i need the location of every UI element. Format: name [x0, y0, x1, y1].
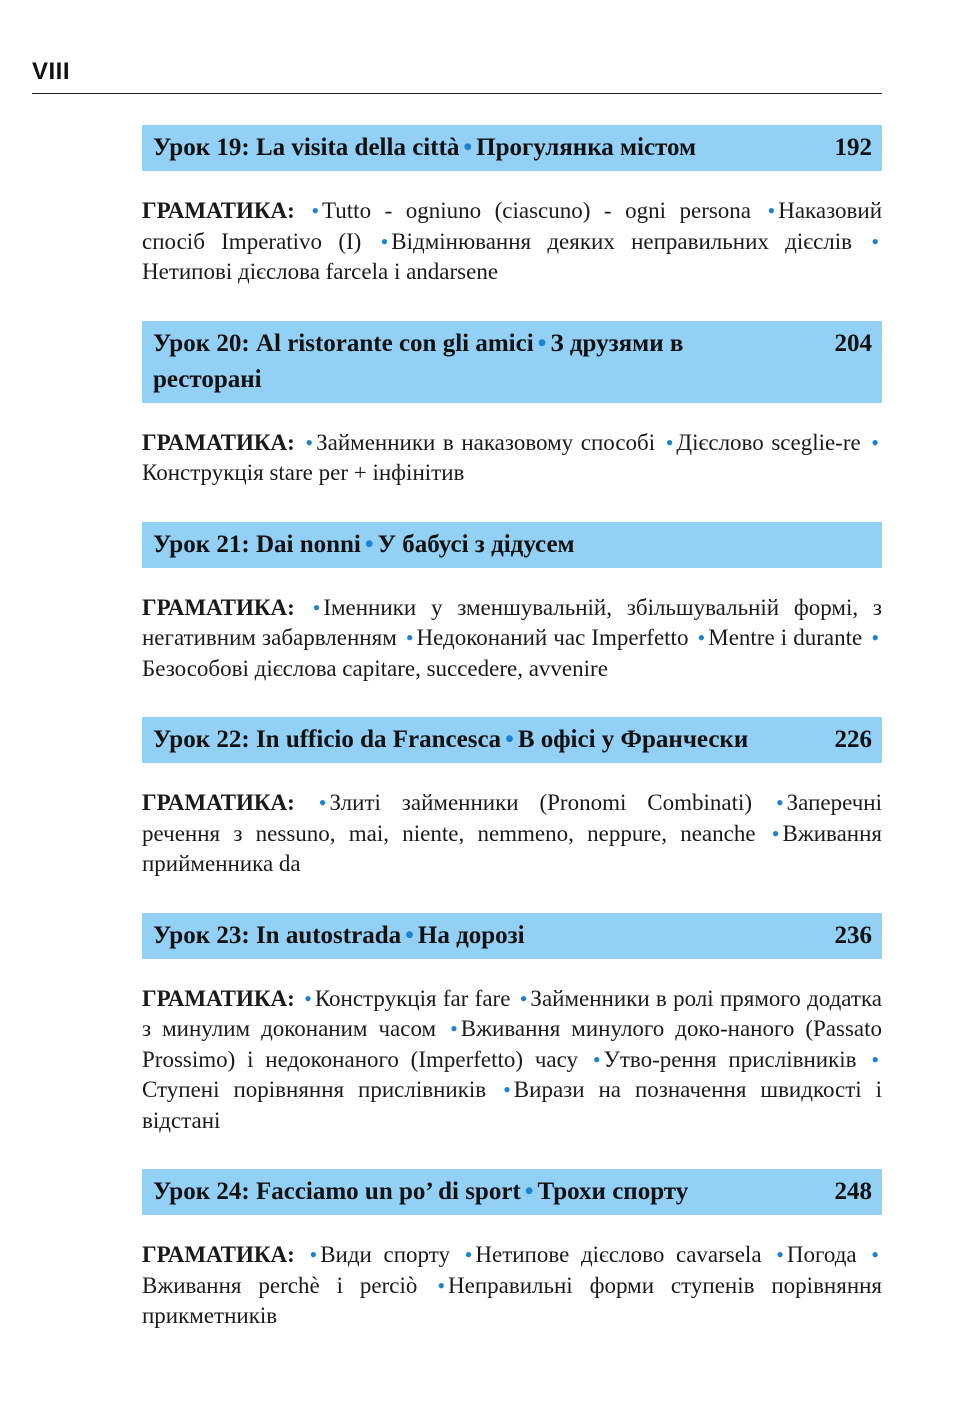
lesson-title — [153, 1174, 823, 1210]
grammar-label: ГРАМАТИКА: — [142, 198, 295, 223]
lesson-title-ukrainian: Прогулянка містом — [476, 134, 697, 161]
bullet-dot-icon: • — [776, 1242, 784, 1267]
lesson-title-ukrainian: З друзями в ресторані — [153, 329, 684, 393]
bullet-dot-icon: • — [312, 594, 321, 620]
grammar-label: ГРАМАТИКА: — [142, 985, 295, 1011]
bullet-dot-icon: • — [592, 1046, 601, 1072]
lesson-title-italian: La visita della città — [255, 134, 460, 161]
grammar-topic: Tutto - ogniuno (ciascuno) - ogni persona — [322, 198, 752, 223]
bullet-dot-icon: • — [437, 1272, 446, 1298]
lesson-title — [153, 918, 823, 954]
lesson-title — [153, 527, 860, 563]
lesson-header[interactable] — [142, 717, 882, 763]
grammar-topic: Наказовий спосіб Imperativo (I) — [142, 198, 883, 254]
lesson-number: Урок 19: — [153, 134, 250, 161]
grammar-label: ГРАМАТИКА: — [142, 429, 295, 455]
table-of-contents — [142, 125, 882, 1332]
lesson-title-italian: In ufficio da Francesca — [255, 726, 502, 753]
bullet-dot-icon: • — [464, 1242, 473, 1267]
lesson-title-italian: In autostrada — [255, 921, 402, 949]
grammar-topic: Недоконаний час Imperfetto — [416, 625, 689, 650]
grammar-topic: Види спорту — [320, 1242, 450, 1267]
bullet-dot-icon: • — [767, 198, 776, 223]
grammar-topic: Конструкція far fare — [314, 985, 511, 1011]
lesson-title-italian: Al ristorante con gli amici — [255, 329, 534, 357]
bullet-dot-icon: • — [364, 530, 374, 558]
grammar-label: ГРАМАТИКА: — [142, 1242, 295, 1267]
grammar-topic: Дієслово sceglie-re — [676, 429, 861, 455]
header-rule — [32, 93, 882, 94]
grammar-topic: Вирази на позначення швидкості і відстані — [142, 1077, 883, 1133]
lesson-page-number: 236 — [834, 921, 872, 949]
grammar-topic: Займенники в наказовому способі — [316, 429, 656, 455]
bullet-dot-icon: • — [697, 625, 706, 650]
lesson-header[interactable] — [142, 321, 882, 403]
lesson-title-ukrainian: У бабусі з дідусем — [377, 530, 575, 558]
lesson-23 — [142, 913, 882, 1137]
lesson-number: Урок 23: — [153, 921, 250, 949]
lesson-title-italian: Dai nonni — [255, 530, 361, 558]
bullet-dot-icon: • — [380, 228, 389, 254]
bullet-dot-icon: • — [318, 790, 327, 815]
bullet-dot-icon: • — [311, 198, 320, 223]
grammar-topics — [142, 428, 882, 489]
bullet-dot-icon: • — [871, 228, 880, 254]
lesson-header[interactable] — [142, 1169, 882, 1215]
grammar-topic: Безособові дієслова capitare, succedere, avvenire — [142, 655, 608, 681]
lesson-title-ukrainian: В офісі у Франчески — [517, 726, 749, 753]
page-number: VIII — [32, 58, 71, 85]
grammar-topic: Вживання perchè і perciò — [142, 1272, 418, 1298]
lesson-22 — [142, 717, 882, 880]
lesson-page-number: 248 — [834, 1178, 872, 1205]
lesson-20 — [142, 321, 882, 489]
grammar-label: ГРАМАТИКА: — [142, 790, 295, 815]
bullet-dot-icon: • — [309, 1242, 318, 1267]
grammar-topic: Погода — [786, 1242, 857, 1267]
lesson-number: Урок 20: — [153, 329, 250, 357]
lesson-number: Урок 24: — [153, 1178, 250, 1205]
grammar-topic: Ступені порівняння прислівників — [142, 1077, 487, 1102]
bullet-dot-icon: • — [503, 1077, 511, 1102]
lesson-number: Урок 22: — [153, 726, 250, 753]
lesson-21 — [142, 522, 882, 685]
grammar-topics — [142, 196, 882, 288]
grammar-topic: Займенники в ролі прямого додатка з минулим доконаним часом — [142, 985, 883, 1041]
lesson-header[interactable] — [142, 125, 882, 171]
grammar-topic: Злиті займенники (Pronomi Combinati) — [329, 790, 753, 815]
bullet-dot-icon: • — [524, 1178, 534, 1205]
bullet-dot-icon: • — [871, 429, 879, 455]
bullet-dot-icon: • — [871, 625, 880, 650]
bullet-dot-icon: • — [871, 1242, 879, 1267]
lesson-title-ukrainian: На дорозі — [417, 921, 525, 949]
grammar-topic: Іменники у зменшувальній, збільшувальній формі, з негативним забарвленням — [142, 594, 882, 650]
grammar-topic: Конструкція stare per + інфінітив — [142, 460, 465, 485]
grammar-topic: Нетипове дієслово cavarsela — [475, 1242, 762, 1267]
bullet-dot-icon: • — [405, 921, 414, 949]
bullet-dot-icon: • — [304, 985, 312, 1011]
grammar-topic: Утво-рення прислівників — [603, 1046, 857, 1072]
lesson-header[interactable] — [142, 522, 882, 568]
lesson-page-number: 226 — [834, 726, 872, 753]
lesson-page-number: 192 — [834, 134, 872, 161]
bullet-dot-icon: • — [505, 726, 514, 753]
bullet-dot-icon: • — [775, 790, 784, 815]
bullet-dot-icon: • — [771, 820, 780, 846]
bullet-dot-icon: • — [305, 429, 314, 455]
grammar-topics — [142, 1240, 882, 1332]
grammar-topic: Вживання прийменника da — [142, 820, 882, 876]
lesson-19 — [142, 125, 882, 288]
grammar-topic: Нетипові дієслова farcela і andarsene — [142, 259, 499, 284]
lesson-title — [153, 130, 823, 166]
lesson-title-italian: Facciamo un po’ di sport — [255, 1178, 521, 1205]
grammar-label: ГРАМАТИКА: — [142, 594, 295, 620]
grammar-topic: Відмінювання деяких неправильних дієслів — [391, 228, 853, 254]
lesson-title — [153, 326, 753, 398]
lesson-header[interactable] — [142, 913, 882, 959]
grammar-topic: Заперечні речення з nessuno, mai, niente, nemmeno, neppure, neanche — [142, 790, 882, 846]
bullet-dot-icon: • — [871, 1046, 880, 1072]
grammar-topics — [142, 984, 882, 1137]
lesson-title-ukrainian: Трохи спорту — [537, 1178, 689, 1205]
grammar-topics — [142, 593, 882, 685]
grammar-topic: Неправильні форми ступенів порівняння прикметників — [142, 1272, 883, 1328]
bullet-dot-icon: • — [405, 625, 414, 650]
lesson-page-number: 204 — [834, 329, 872, 357]
bullet-dot-icon: • — [519, 985, 528, 1011]
lesson-title — [153, 722, 823, 758]
grammar-topic: Mentre і durante — [708, 625, 863, 650]
lesson-24 — [142, 1169, 882, 1332]
lesson-number: Урок 21: — [153, 530, 250, 558]
grammar-topics — [142, 788, 882, 880]
grammar-topic: Вживання минулого доко-наного (Passato Prossimo) і недоконаного (Imperfetto) часу — [142, 1016, 883, 1072]
bullet-dot-icon: • — [450, 1016, 458, 1041]
bullet-dot-icon: • — [537, 329, 547, 357]
bullet-dot-icon: • — [665, 429, 674, 455]
bullet-dot-icon: • — [463, 134, 473, 161]
